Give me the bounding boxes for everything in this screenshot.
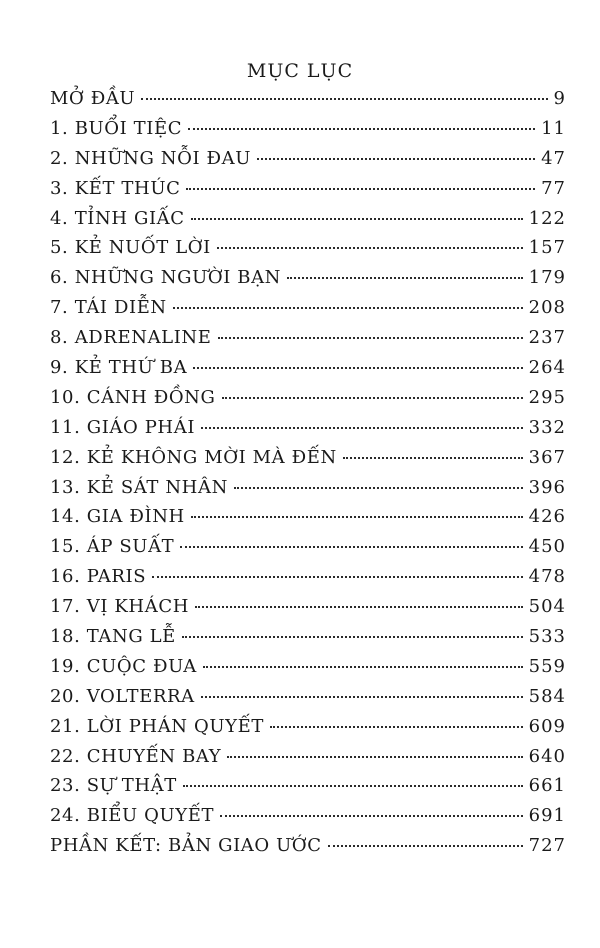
toc-entry-label: 13. KẺ SÁT NHÂN (50, 476, 228, 498)
toc-entry (50, 357, 566, 387)
dot-leader (193, 367, 522, 369)
toc-entry-page-number: 332 (528, 416, 566, 438)
toc-entry (50, 447, 566, 477)
toc-entry (50, 656, 566, 686)
dot-leader (270, 726, 523, 728)
toc-entry (50, 88, 566, 118)
dot-leader (152, 576, 522, 578)
toc-entry-page-number: 426 (528, 506, 566, 528)
toc-entry (50, 746, 566, 776)
toc-entry-page-number: 559 (528, 655, 566, 677)
toc-entry-page-number: 533 (528, 626, 566, 648)
toc-entry-page-number: 208 (528, 297, 566, 319)
dot-leader (203, 666, 523, 668)
toc-entry-page-number: 504 (528, 596, 566, 618)
toc-entry-label: 12. KẺ KHÔNG MỜI MÀ ĐẾN (50, 446, 337, 468)
dot-leader (227, 756, 522, 758)
toc-entry (50, 417, 566, 447)
toc-entry-page-number: 584 (528, 685, 566, 707)
toc-entry-page-number: 661 (528, 775, 566, 797)
toc-entry-label: 14. GIA ĐÌNH (50, 506, 185, 528)
toc-entry-page-number: 727 (528, 835, 566, 857)
table-of-contents (50, 88, 566, 865)
toc-entry-label: 6. NHỮNG NGƯỜI BẠN (50, 267, 282, 289)
toc-entry-label: 3. KẾT THÚC (50, 177, 181, 199)
toc-entry-label: 23. SỰ THẬT (50, 775, 177, 797)
toc-entry (50, 536, 566, 566)
toc-entry-label: 20. VOLTERRA (50, 685, 195, 707)
toc-entry-label: 7. TÁI DIỄN (50, 297, 167, 319)
dot-leader (220, 815, 523, 817)
dot-leader (191, 516, 523, 518)
toc-entry (50, 267, 566, 297)
toc-entry-page-number: 264 (528, 357, 566, 379)
toc-entry-page-number: 691 (528, 805, 566, 827)
dot-leader (188, 128, 535, 130)
dot-leader (287, 277, 523, 279)
toc-entry-label: PHẦN KẾT: BẢN GIAO ƯỚC (50, 835, 322, 857)
toc-entry-label: 22. CHUYẾN BAY (50, 745, 222, 767)
toc-entry-page-number: 367 (528, 446, 566, 468)
toc-entry (50, 477, 566, 507)
toc-entry-page-number: 396 (528, 476, 566, 498)
dot-leader (257, 158, 535, 160)
dot-leader (201, 427, 523, 429)
dot-leader (180, 546, 522, 548)
toc-entry-page-number: 609 (528, 715, 566, 737)
toc-entry (50, 716, 566, 746)
toc-entry (50, 148, 566, 178)
toc-entry (50, 596, 566, 626)
toc-entry (50, 626, 566, 656)
toc-entry-page-number: 9 (553, 88, 566, 109)
dot-leader (201, 696, 523, 698)
page-title: MỤC LỤC (246, 60, 354, 82)
toc-entry (50, 387, 566, 417)
toc-entry (50, 237, 566, 267)
toc-entry-label: 4. TỈNH GIẤC (50, 207, 185, 229)
dot-leader (191, 218, 523, 220)
toc-entry-page-number: 478 (528, 566, 566, 588)
toc-entry-page-number: 47 (541, 147, 566, 169)
toc-entry-label: 24. BIỂU QUYẾT (50, 805, 215, 827)
toc-entry (50, 835, 566, 865)
dot-leader (182, 636, 523, 638)
toc-entry-label: 8. ADRENALINE (50, 327, 212, 349)
dot-leader (218, 337, 523, 339)
toc-entry-page-number: 237 (528, 327, 566, 349)
dot-leader (186, 188, 535, 190)
toc-entry (50, 118, 566, 148)
toc-entry (50, 506, 566, 536)
toc-entry-label: 11. GIÁO PHÁI (50, 416, 196, 438)
toc-entry-label: 21. LỜI PHÁN QUYẾT (50, 715, 264, 737)
toc-entry-label: 9. KẺ THỨ BA (50, 357, 188, 379)
toc-entry (50, 297, 566, 327)
toc-entry-page-number: 640 (528, 745, 566, 767)
toc-entry (50, 566, 566, 596)
dot-leader (141, 98, 547, 100)
toc-entry (50, 208, 566, 238)
toc-entry-label: MỞ ĐẦU (50, 88, 136, 109)
dot-leader (234, 487, 523, 489)
toc-entry (50, 327, 566, 357)
toc-entry-label: 18. TANG LỄ (50, 626, 176, 648)
toc-entry-page-number: 157 (528, 237, 566, 259)
toc-entry (50, 178, 566, 208)
toc-entry-label: 5. KẺ NUỐT LỜI (50, 237, 211, 259)
dot-leader (183, 785, 523, 787)
dot-leader (217, 247, 523, 249)
toc-entry-page-number: 179 (528, 267, 566, 289)
toc-entry-label: 16. PARIS (50, 566, 147, 588)
toc-entry-page-number: 450 (528, 536, 566, 558)
toc-entry-label: 15. ÁP SUẤT (50, 536, 175, 558)
toc-entry-label: 1. BUỔI TIỆC (50, 117, 183, 139)
dot-leader (222, 397, 523, 399)
toc-entry (50, 686, 566, 716)
dot-leader (173, 307, 523, 309)
dot-leader (195, 606, 523, 608)
toc-entry-label: 2. NHỮNG NỖI ĐAU (50, 147, 251, 169)
toc-entry-page-number: 11 (541, 117, 566, 139)
toc-entry-page-number: 295 (528, 386, 566, 408)
toc-entry-label: 10. CÁNH ĐỒNG (50, 386, 216, 408)
toc-entry-label: 17. VỊ KHÁCH (50, 596, 189, 618)
toc-entry (50, 775, 566, 805)
toc-entry-page-number: 77 (541, 177, 566, 199)
toc-entry-page-number: 122 (528, 207, 566, 229)
toc-entry-label: 19. CUỘC ĐUA (50, 655, 197, 677)
dot-leader (343, 457, 523, 459)
dot-leader (328, 845, 523, 847)
toc-entry (50, 805, 566, 835)
